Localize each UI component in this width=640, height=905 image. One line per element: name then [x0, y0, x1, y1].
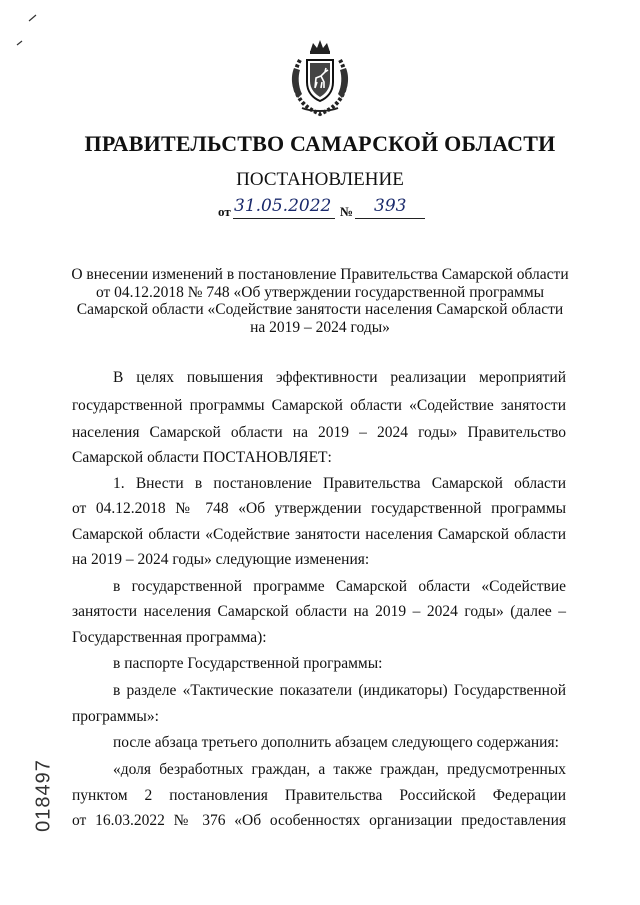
body-line: в паспорте Государственной программы:	[113, 655, 383, 672]
side-serial-number	[24, 748, 64, 844]
number-label: №	[340, 204, 354, 219]
body-line: занятости населения Самарской области на 2019 – 2024 годы» (далее –	[72, 603, 566, 620]
body-line: Государственная программа):	[72, 629, 267, 646]
subject-line: Самарской области «Содействие занятости населения Самарской области	[76, 301, 564, 318]
scan-mark	[28, 14, 38, 22]
subject-line: на 2019 – 2024 годы»	[250, 318, 390, 336]
body-line: В целях повышения эффективности реализации мероприятий	[113, 369, 566, 386]
organization-title: ПРАВИТЕЛЬСТВО САМАРСКОЙ ОБЛАСТИ	[84, 131, 556, 156]
body-line: населения Самарской области на 2019 – 2024 годы» Правительство	[72, 424, 566, 441]
document-subject	[70, 266, 570, 336]
body-line: после абзаца третьего дополнить абзацем следующего содержания:	[113, 734, 559, 751]
number-underline	[355, 218, 425, 219]
body-line: государственной программы Самарской области «Содействие занятости	[72, 397, 566, 414]
body-line: в разделе «Тактические показатели (индикаторы) Государственной	[113, 682, 566, 699]
body-line: пунктом 2 постановления Правительства Российской Федерации	[72, 787, 566, 804]
number-value: 393	[374, 196, 407, 216]
body-line: «доля безработных граждан, а также граждан, предусмотренных	[113, 761, 566, 778]
body-line: от 04.12.2018 № 748 «Об утверждении государственной программы	[72, 500, 566, 517]
body-line: программы»:	[72, 708, 159, 725]
body-line: 1. Внести в постановление Правительства Самарской области	[113, 475, 566, 492]
scan-mark	[16, 40, 24, 46]
coat-of-arms-icon	[286, 38, 354, 118]
date-label: от	[218, 204, 231, 219]
body-line: в государственной программе Самарской области «Содействие	[113, 578, 566, 595]
date-value: 31.05.2022	[234, 196, 332, 216]
subject-line: от 04.12.2018 № 748 «Об утверждении государственной программы	[95, 283, 545, 301]
subject-line: О внесении изменений в постановление Правительства Самарской области	[71, 266, 569, 283]
body-line: Самарской области «Содействие занятости населения Самарской области	[72, 526, 566, 543]
body-line: от 16.03.2022 № 376 «Об особенностях организации предоставления	[72, 812, 566, 829]
document-type: ПОСТАНОВЛЕНИЕ	[236, 169, 404, 190]
date-underline	[233, 218, 335, 219]
body-line: на 2019 – 2024 годы» следующие изменения:	[72, 551, 370, 568]
body-line: Самарской области ПОСТАНОВЛЯЕТ:	[72, 449, 332, 466]
side-serial-text: 018497	[32, 759, 55, 832]
date-number-line	[218, 198, 458, 222]
